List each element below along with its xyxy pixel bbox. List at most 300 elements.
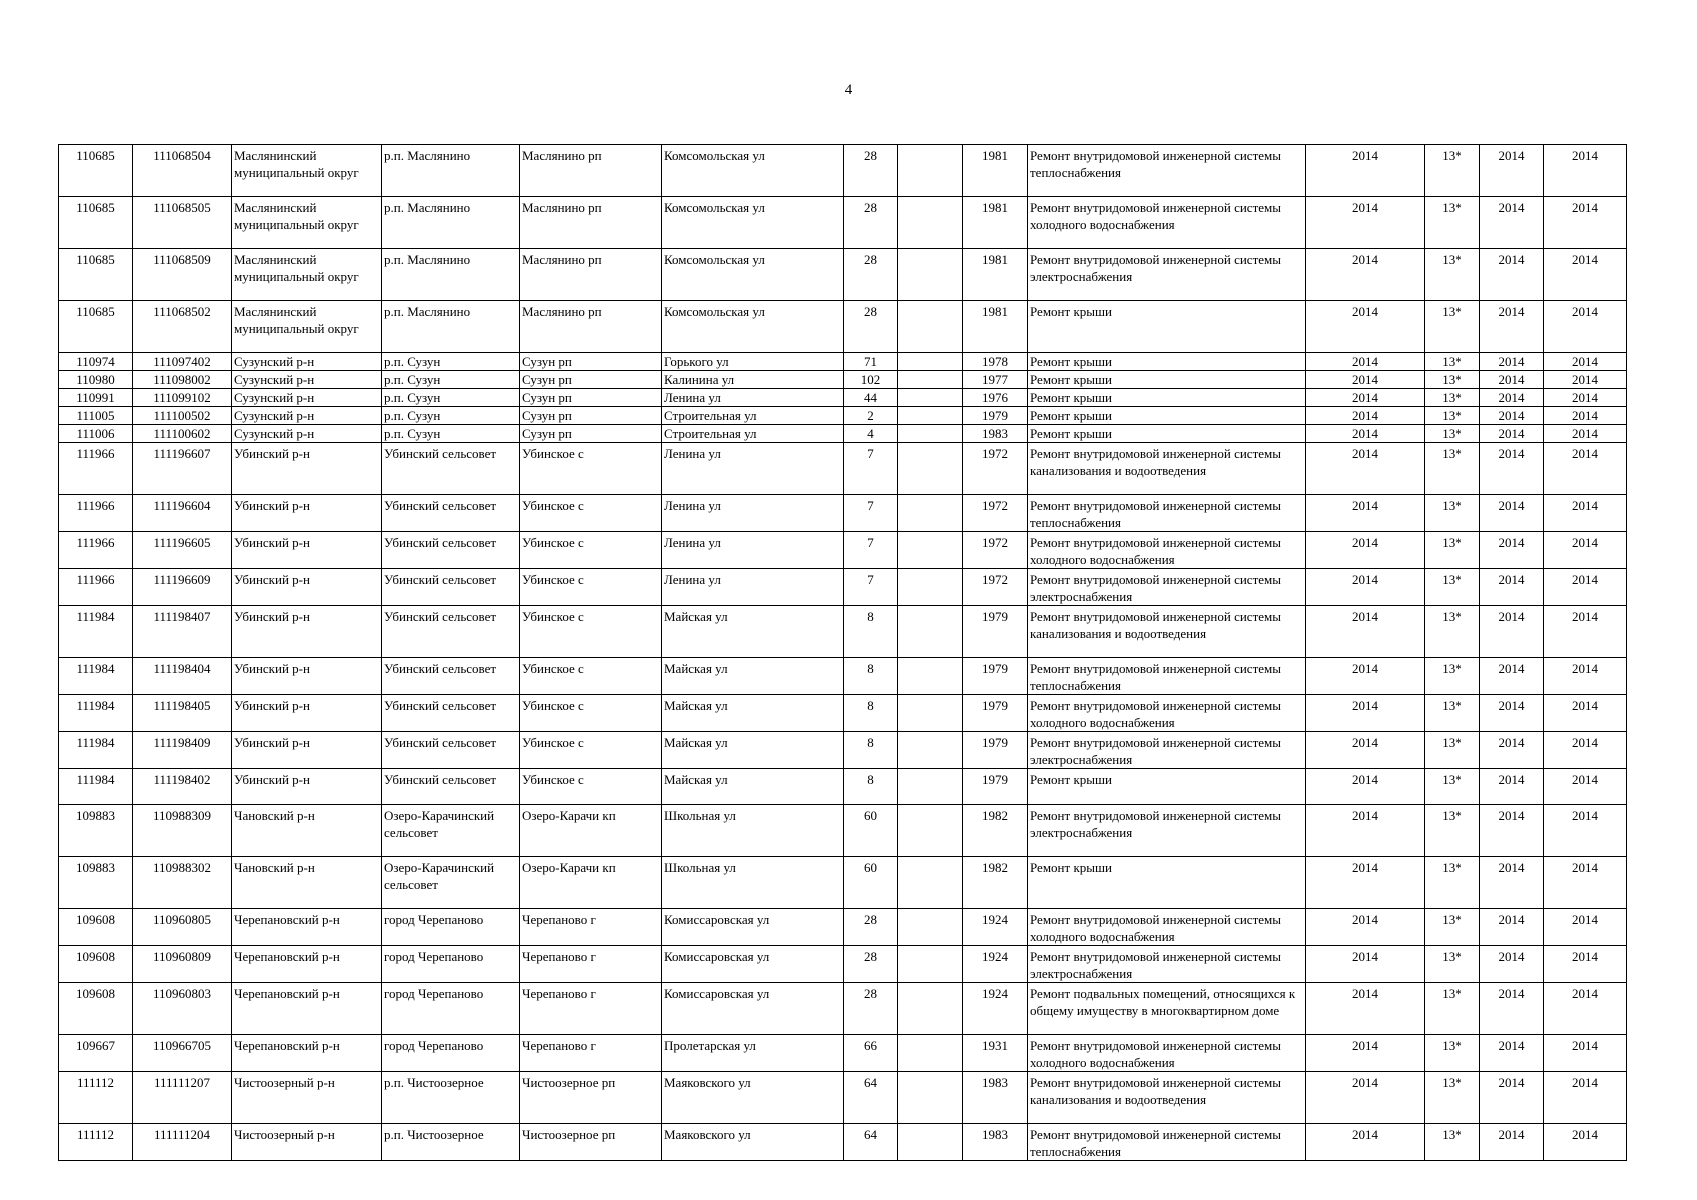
year-built-cell: 1981 (963, 249, 1028, 301)
house-number-cell: 8 (844, 695, 898, 732)
work-type-cell: Ремонт внутридомовой инженерной системы теплоснабжения (1028, 495, 1306, 532)
object-id-cell: 109667 (59, 1035, 133, 1072)
building-cell (898, 1072, 963, 1124)
work-type-cell: Ремонт внутридомовой инженерной системы канализования и водоотведения (1028, 1072, 1306, 1124)
start-year-cell: 2014 (1480, 301, 1544, 353)
work-type-cell: Ремонт внутридомовой инженерной системы холодного водоснабжения (1028, 695, 1306, 732)
building-cell (898, 495, 963, 532)
year-built-cell: 1979 (963, 606, 1028, 658)
house-number-cell: 66 (844, 1035, 898, 1072)
start-year-cell: 2014 (1480, 983, 1544, 1035)
work-type-cell: Ремонт внутридомовой инженерной системы холодного водоснабжения (1028, 197, 1306, 249)
settlement-cell: Убинское с (520, 658, 662, 695)
house-number-cell: 8 (844, 732, 898, 769)
object-id-cell: 111966 (59, 495, 133, 532)
plan-year-cell: 2014 (1306, 425, 1425, 443)
work-type-cell: Ремонт внутридомовой инженерной системы канализования и водоотведения (1028, 443, 1306, 495)
building-cell (898, 1035, 963, 1072)
work-id-cell: 111100602 (133, 425, 232, 443)
code-cell: 13* (1425, 857, 1480, 909)
street-cell: Ленина ул (662, 532, 844, 569)
table-row (59, 495, 1627, 532)
work-id-cell: 111196604 (133, 495, 232, 532)
work-type-cell: Ремонт крыши (1028, 425, 1306, 443)
code-cell: 13* (1425, 197, 1480, 249)
repair-registry-table (58, 144, 1627, 1161)
plan-year-cell: 2014 (1306, 407, 1425, 425)
year-built-cell: 1981 (963, 301, 1028, 353)
object-id-cell: 111005 (59, 407, 133, 425)
table-row (59, 805, 1627, 857)
municipality-cell: р.п. Маслянино (382, 145, 520, 197)
municipality-cell: Убинский сельсовет (382, 658, 520, 695)
street-cell: Маяковского ул (662, 1072, 844, 1124)
house-number-cell: 8 (844, 769, 898, 805)
end-year-cell: 2014 (1544, 569, 1627, 606)
municipality-cell: Убинский сельсовет (382, 532, 520, 569)
end-year-cell: 2014 (1544, 353, 1627, 371)
house-number-cell: 28 (844, 249, 898, 301)
end-year-cell: 2014 (1544, 389, 1627, 407)
start-year-cell: 2014 (1480, 946, 1544, 983)
work-type-cell: Ремонт внутридомовой инженерной системы электроснабжения (1028, 249, 1306, 301)
year-built-cell: 1981 (963, 145, 1028, 197)
municipality-cell: р.п. Сузун (382, 371, 520, 389)
end-year-cell: 2014 (1544, 532, 1627, 569)
start-year-cell: 2014 (1480, 569, 1544, 606)
work-type-cell: Ремонт внутридомовой инженерной системы теплоснабжения (1028, 658, 1306, 695)
plan-year-cell: 2014 (1306, 389, 1425, 407)
district-cell: Чановский р-н (232, 805, 382, 857)
object-id-cell: 109883 (59, 857, 133, 909)
object-id-cell: 111984 (59, 769, 133, 805)
plan-year-cell: 2014 (1306, 695, 1425, 732)
district-cell: Убинский р-н (232, 732, 382, 769)
end-year-cell: 2014 (1544, 145, 1627, 197)
year-built-cell: 1972 (963, 443, 1028, 495)
district-cell: Убинский р-н (232, 695, 382, 732)
municipality-cell: Убинский сельсовет (382, 769, 520, 805)
building-cell (898, 769, 963, 805)
year-built-cell: 1972 (963, 569, 1028, 606)
object-id-cell: 109608 (59, 909, 133, 946)
start-year-cell: 2014 (1480, 353, 1544, 371)
settlement-cell: Сузун рп (520, 425, 662, 443)
work-type-cell: Ремонт подвальных помещений, относящихся к общему имуществу в многоквартирном доме (1028, 983, 1306, 1035)
building-cell (898, 983, 963, 1035)
plan-year-cell: 2014 (1306, 301, 1425, 353)
district-cell: Сузунский р-н (232, 371, 382, 389)
municipality-cell: р.п. Маслянино (382, 249, 520, 301)
municipality-cell: город Черепаново (382, 1035, 520, 1072)
building-cell (898, 658, 963, 695)
district-cell: Маслянинский муниципальный округ (232, 145, 382, 197)
building-cell (898, 1124, 963, 1161)
object-id-cell: 111984 (59, 695, 133, 732)
municipality-cell: р.п. Маслянино (382, 301, 520, 353)
code-cell: 13* (1425, 569, 1480, 606)
year-built-cell: 1979 (963, 695, 1028, 732)
house-number-cell: 8 (844, 606, 898, 658)
work-type-cell: Ремонт внутридомовой инженерной системы электроснабжения (1028, 946, 1306, 983)
settlement-cell: Убинское с (520, 732, 662, 769)
table-row (59, 658, 1627, 695)
building-cell (898, 805, 963, 857)
settlement-cell: Черепаново г (520, 1035, 662, 1072)
plan-year-cell: 2014 (1306, 249, 1425, 301)
start-year-cell: 2014 (1480, 371, 1544, 389)
code-cell: 13* (1425, 1124, 1480, 1161)
house-number-cell: 71 (844, 353, 898, 371)
settlement-cell: Маслянино рп (520, 145, 662, 197)
settlement-cell: Убинское с (520, 569, 662, 606)
start-year-cell: 2014 (1480, 1124, 1544, 1161)
year-built-cell: 1924 (963, 909, 1028, 946)
building-cell (898, 732, 963, 769)
settlement-cell: Чистоозерное рп (520, 1124, 662, 1161)
object-id-cell: 111984 (59, 606, 133, 658)
object-id-cell: 110685 (59, 301, 133, 353)
year-built-cell: 1979 (963, 769, 1028, 805)
plan-year-cell: 2014 (1306, 857, 1425, 909)
municipality-cell: Убинский сельсовет (382, 569, 520, 606)
year-built-cell: 1931 (963, 1035, 1028, 1072)
work-type-cell: Ремонт внутридомовой инженерной системы теплоснабжения (1028, 145, 1306, 197)
house-number-cell: 28 (844, 145, 898, 197)
plan-year-cell: 2014 (1306, 1035, 1425, 1072)
house-number-cell: 60 (844, 805, 898, 857)
building-cell (898, 443, 963, 495)
work-type-cell: Ремонт внутридомовой инженерной системы холодного водоснабжения (1028, 1035, 1306, 1072)
work-id-cell: 110988302 (133, 857, 232, 909)
object-id-cell: 109608 (59, 983, 133, 1035)
code-cell: 13* (1425, 805, 1480, 857)
table-row (59, 1035, 1627, 1072)
settlement-cell: Убинское с (520, 495, 662, 532)
start-year-cell: 2014 (1480, 407, 1544, 425)
plan-year-cell: 2014 (1306, 197, 1425, 249)
street-cell: Строительная ул (662, 407, 844, 425)
object-id-cell: 110685 (59, 145, 133, 197)
street-cell: Комиссаровская ул (662, 909, 844, 946)
plan-year-cell: 2014 (1306, 371, 1425, 389)
house-number-cell: 28 (844, 197, 898, 249)
start-year-cell: 2014 (1480, 443, 1544, 495)
district-cell: Чистоозерный р-н (232, 1072, 382, 1124)
plan-year-cell: 2014 (1306, 495, 1425, 532)
start-year-cell: 2014 (1480, 769, 1544, 805)
district-cell: Маслянинский муниципальный округ (232, 249, 382, 301)
year-built-cell: 1981 (963, 197, 1028, 249)
start-year-cell: 2014 (1480, 197, 1544, 249)
plan-year-cell: 2014 (1306, 569, 1425, 606)
street-cell: Маяковского ул (662, 1124, 844, 1161)
start-year-cell: 2014 (1480, 695, 1544, 732)
building-cell (898, 857, 963, 909)
end-year-cell: 2014 (1544, 371, 1627, 389)
house-number-cell: 28 (844, 983, 898, 1035)
district-cell: Сузунский р-н (232, 353, 382, 371)
plan-year-cell: 2014 (1306, 145, 1425, 197)
building-cell (898, 353, 963, 371)
object-id-cell: 110685 (59, 197, 133, 249)
year-built-cell: 1972 (963, 495, 1028, 532)
plan-year-cell: 2014 (1306, 1072, 1425, 1124)
page-number: 4 (844, 82, 853, 98)
year-built-cell: 1983 (963, 1072, 1028, 1124)
start-year-cell: 2014 (1480, 532, 1544, 569)
settlement-cell: Чистоозерное рп (520, 1072, 662, 1124)
table-row (59, 695, 1627, 732)
building-cell (898, 145, 963, 197)
year-built-cell: 1978 (963, 353, 1028, 371)
building-cell (898, 371, 963, 389)
settlement-cell: Черепаново г (520, 983, 662, 1035)
street-cell: Горького ул (662, 353, 844, 371)
work-type-cell: Ремонт крыши (1028, 389, 1306, 407)
end-year-cell: 2014 (1544, 732, 1627, 769)
plan-year-cell: 2014 (1306, 909, 1425, 946)
work-type-cell: Ремонт крыши (1028, 407, 1306, 425)
work-type-cell: Ремонт крыши (1028, 857, 1306, 909)
municipality-cell: город Черепаново (382, 946, 520, 983)
work-id-cell: 111068502 (133, 301, 232, 353)
end-year-cell: 2014 (1544, 909, 1627, 946)
street-cell: Майская ул (662, 606, 844, 658)
code-cell: 13* (1425, 495, 1480, 532)
plan-year-cell: 2014 (1306, 532, 1425, 569)
end-year-cell: 2014 (1544, 946, 1627, 983)
house-number-cell: 7 (844, 495, 898, 532)
year-built-cell: 1972 (963, 532, 1028, 569)
end-year-cell: 2014 (1544, 443, 1627, 495)
settlement-cell: Убинское с (520, 443, 662, 495)
work-id-cell: 110960803 (133, 983, 232, 1035)
work-id-cell: 110966705 (133, 1035, 232, 1072)
work-id-cell: 110960809 (133, 946, 232, 983)
year-built-cell: 1979 (963, 407, 1028, 425)
municipality-cell: город Черепаново (382, 909, 520, 946)
table-row (59, 389, 1627, 407)
year-built-cell: 1976 (963, 389, 1028, 407)
end-year-cell: 2014 (1544, 425, 1627, 443)
year-built-cell: 1982 (963, 857, 1028, 909)
work-id-cell: 111198407 (133, 606, 232, 658)
house-number-cell: 7 (844, 532, 898, 569)
start-year-cell: 2014 (1480, 857, 1544, 909)
code-cell: 13* (1425, 353, 1480, 371)
start-year-cell: 2014 (1480, 658, 1544, 695)
building-cell (898, 946, 963, 983)
district-cell: Убинский р-н (232, 569, 382, 606)
street-cell: Комсомольская ул (662, 197, 844, 249)
object-id-cell: 110685 (59, 249, 133, 301)
house-number-cell: 60 (844, 857, 898, 909)
house-number-cell: 28 (844, 909, 898, 946)
building-cell (898, 695, 963, 732)
table-row (59, 983, 1627, 1035)
work-type-cell: Ремонт внутридомовой инженерной системы электроснабжения (1028, 805, 1306, 857)
work-id-cell: 111068509 (133, 249, 232, 301)
district-cell: Маслянинский муниципальный округ (232, 301, 382, 353)
street-cell: Школьная ул (662, 805, 844, 857)
municipality-cell: Убинский сельсовет (382, 606, 520, 658)
table-row (59, 249, 1627, 301)
end-year-cell: 2014 (1544, 769, 1627, 805)
table-row (59, 1072, 1627, 1124)
district-cell: Сузунский р-н (232, 407, 382, 425)
end-year-cell: 2014 (1544, 197, 1627, 249)
table-row (59, 532, 1627, 569)
municipality-cell: р.п. Чистоозерное (382, 1124, 520, 1161)
start-year-cell: 2014 (1480, 425, 1544, 443)
work-type-cell: Ремонт внутридомовой инженерной системы холодного водоснабжения (1028, 909, 1306, 946)
street-cell: Строительная ул (662, 425, 844, 443)
end-year-cell: 2014 (1544, 301, 1627, 353)
table-row (59, 425, 1627, 443)
settlement-cell: Убинское с (520, 695, 662, 732)
settlement-cell: Сузун рп (520, 371, 662, 389)
district-cell: Черепановский р-н (232, 1035, 382, 1072)
house-number-cell: 4 (844, 425, 898, 443)
start-year-cell: 2014 (1480, 249, 1544, 301)
code-cell: 13* (1425, 371, 1480, 389)
code-cell: 13* (1425, 1035, 1480, 1072)
start-year-cell: 2014 (1480, 389, 1544, 407)
work-id-cell: 111198405 (133, 695, 232, 732)
table-row (59, 407, 1627, 425)
work-id-cell: 111198402 (133, 769, 232, 805)
district-cell: Убинский р-н (232, 606, 382, 658)
year-built-cell: 1924 (963, 983, 1028, 1035)
code-cell: 13* (1425, 732, 1480, 769)
code-cell: 13* (1425, 769, 1480, 805)
work-id-cell: 111099102 (133, 389, 232, 407)
settlement-cell: Сузун рп (520, 389, 662, 407)
settlement-cell: Убинское с (520, 606, 662, 658)
work-type-cell: Ремонт крыши (1028, 371, 1306, 389)
object-id-cell: 111966 (59, 443, 133, 495)
plan-year-cell: 2014 (1306, 606, 1425, 658)
end-year-cell: 2014 (1544, 805, 1627, 857)
municipality-cell: р.п. Сузун (382, 425, 520, 443)
building-cell (898, 569, 963, 606)
end-year-cell: 2014 (1544, 658, 1627, 695)
work-type-cell: Ремонт внутридомовой инженерной системы канализования и водоотведения (1028, 606, 1306, 658)
work-id-cell: 111198404 (133, 658, 232, 695)
settlement-cell: Маслянино рп (520, 249, 662, 301)
object-id-cell: 111006 (59, 425, 133, 443)
municipality-cell: Озеро-Карачинский сельсовет (382, 805, 520, 857)
start-year-cell: 2014 (1480, 495, 1544, 532)
house-number-cell: 8 (844, 658, 898, 695)
object-id-cell: 111966 (59, 532, 133, 569)
table-row (59, 197, 1627, 249)
start-year-cell: 2014 (1480, 606, 1544, 658)
plan-year-cell: 2014 (1306, 658, 1425, 695)
house-number-cell: 28 (844, 301, 898, 353)
settlement-cell: Озеро-Карачи кп (520, 857, 662, 909)
end-year-cell: 2014 (1544, 1124, 1627, 1161)
work-type-cell: Ремонт внутридомовой инженерной системы холодного водоснабжения (1028, 532, 1306, 569)
street-cell: Комсомольская ул (662, 249, 844, 301)
district-cell: Чистоозерный р-н (232, 1124, 382, 1161)
house-number-cell: 64 (844, 1072, 898, 1124)
year-built-cell: 1983 (963, 425, 1028, 443)
plan-year-cell: 2014 (1306, 732, 1425, 769)
municipality-cell: р.п. Чистоозерное (382, 1072, 520, 1124)
house-number-cell: 28 (844, 946, 898, 983)
building-cell (898, 197, 963, 249)
district-cell: Убинский р-н (232, 532, 382, 569)
code-cell: 13* (1425, 145, 1480, 197)
end-year-cell: 2014 (1544, 249, 1627, 301)
municipality-cell: город Черепаново (382, 983, 520, 1035)
work-id-cell: 111097402 (133, 353, 232, 371)
district-cell: Черепановский р-н (232, 909, 382, 946)
street-cell: Майская ул (662, 658, 844, 695)
municipality-cell: Убинский сельсовет (382, 732, 520, 769)
municipality-cell: Убинский сельсовет (382, 443, 520, 495)
table-row (59, 732, 1627, 769)
street-cell: Ленина ул (662, 495, 844, 532)
work-id-cell: 111198409 (133, 732, 232, 769)
district-cell: Убинский р-н (232, 658, 382, 695)
street-cell: Школьная ул (662, 857, 844, 909)
year-built-cell: 1983 (963, 1124, 1028, 1161)
building-cell (898, 407, 963, 425)
district-cell: Черепановский р-н (232, 983, 382, 1035)
street-cell: Ленина ул (662, 569, 844, 606)
code-cell: 13* (1425, 695, 1480, 732)
building-cell (898, 389, 963, 407)
work-id-cell: 111100502 (133, 407, 232, 425)
plan-year-cell: 2014 (1306, 983, 1425, 1035)
work-id-cell: 111196609 (133, 569, 232, 606)
municipality-cell: Озеро-Карачинский сельсовет (382, 857, 520, 909)
end-year-cell: 2014 (1544, 1072, 1627, 1124)
start-year-cell: 2014 (1480, 1035, 1544, 1072)
start-year-cell: 2014 (1480, 145, 1544, 197)
settlement-cell: Маслянино рп (520, 301, 662, 353)
code-cell: 13* (1425, 1072, 1480, 1124)
street-cell: Ленина ул (662, 389, 844, 407)
table-row (59, 145, 1627, 197)
start-year-cell: 2014 (1480, 909, 1544, 946)
end-year-cell: 2014 (1544, 606, 1627, 658)
street-cell: Майская ул (662, 695, 844, 732)
street-cell: Комиссаровская ул (662, 946, 844, 983)
code-cell: 13* (1425, 606, 1480, 658)
work-id-cell: 110988309 (133, 805, 232, 857)
street-cell: Комсомольская ул (662, 145, 844, 197)
object-id-cell: 111966 (59, 569, 133, 606)
object-id-cell: 110980 (59, 371, 133, 389)
object-id-cell: 109608 (59, 946, 133, 983)
code-cell: 13* (1425, 407, 1480, 425)
object-id-cell: 110974 (59, 353, 133, 371)
year-built-cell: 1977 (963, 371, 1028, 389)
work-type-cell: Ремонт крыши (1028, 769, 1306, 805)
code-cell: 13* (1425, 425, 1480, 443)
year-built-cell: 1979 (963, 658, 1028, 695)
code-cell: 13* (1425, 983, 1480, 1035)
year-built-cell: 1982 (963, 805, 1028, 857)
object-id-cell: 111984 (59, 658, 133, 695)
table-row (59, 301, 1627, 353)
code-cell: 13* (1425, 909, 1480, 946)
table-body (59, 145, 1627, 1161)
